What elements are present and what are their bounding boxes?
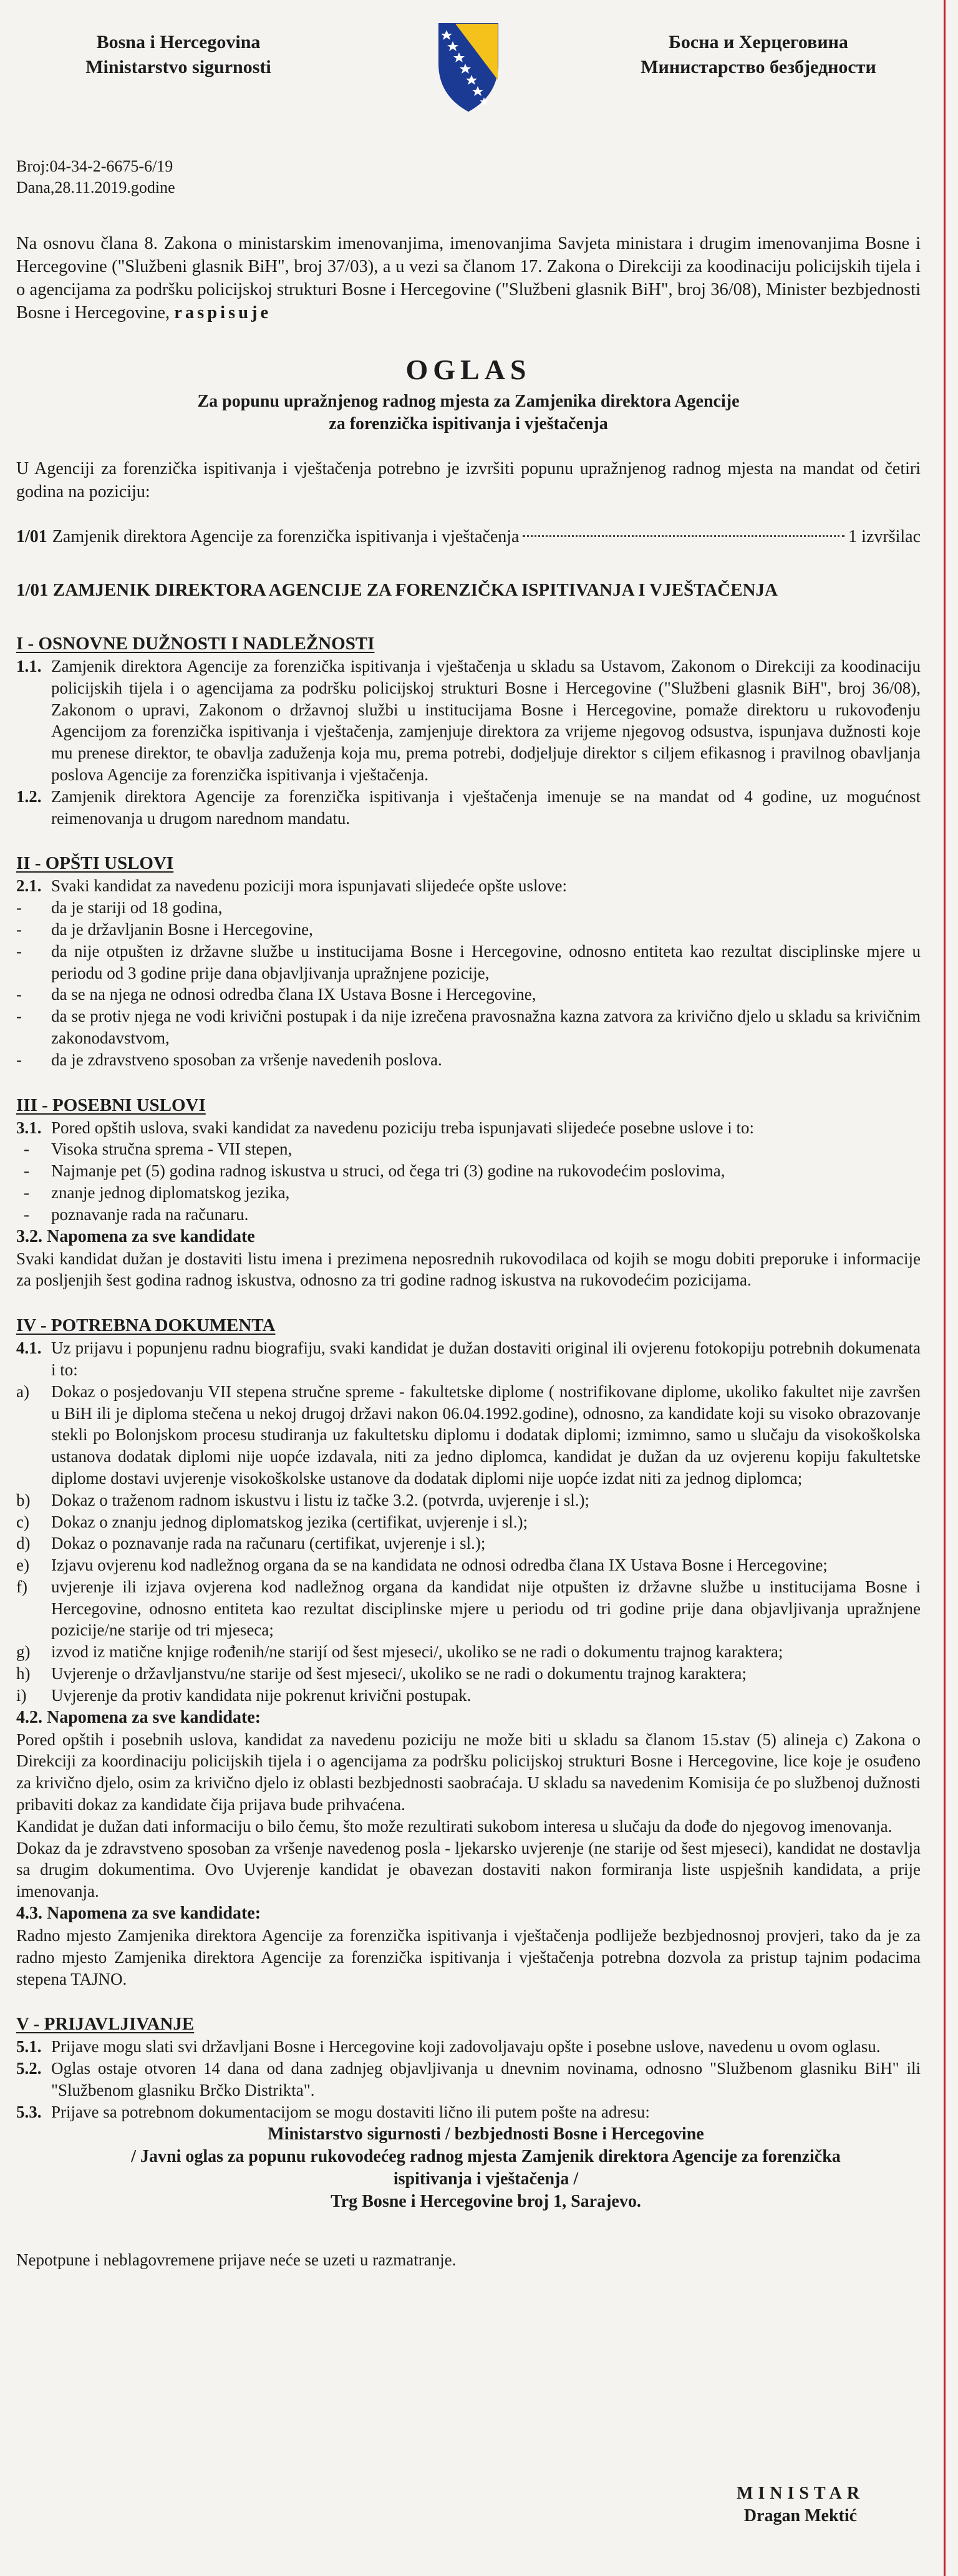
list-item-text: Dokaz o posjedovanju VII stepena stručne spreme - fakultetske diplome ( nostrifikovane diplome, ukoliko fakultet nije završen u BiH ili je diploma stečena u nekoj drugoj državi nakon 06.04.1992.godine), odnosno, za kandidate koji su visoko obrazovanje stekli po Bolonjskom procesu studiranja uz fakultetsku diplomu i dodatak diplomi; izmimno, samo u slučaju da visokoškolska ustanova dodatak diplomi nije uopće izdavala, niti za jedno diplomca, kandidat je dužan da uz ovjerenu kopiju fakultetske diplome dostavi uvjerenje visokoškolske ustanove da dodatak diplomi nije uopće izdat niti za jednog diplomca; [51,1382,921,1488]
section-5-item [16,2036,921,2058]
letterhead-cyrillic [596,25,921,80]
note-4-2-paragraph: Dokaz da je zdravstveno sposoban za vršenje navedenog posla - ljekarsko uvjerenje (ne starije od šest mjeseci), kandidat ne dostavlja sa drugim dokumentima. Ovo Uvjerenje kandidat je obavezan dostaviti nakon formiranja liste uspješnih kandidata, a prije imenovanja. [16,1838,921,1901]
address-line: / Javni oglas za popunu rukovodećeg radnog mjesta Zamjenik direktora Agencije za forenzička [131,2146,841,2166]
document-date: Dana,28.11.2019.godine [16,178,175,196]
position-name: Zamjenik direktora Agencije za forenzička ispitivanja i vještačenja [52,527,520,546]
list-item-text: Najmanje pet (5) godina radnog iskustva u struci, od čega tri (3) godine na rukovodećim poslovima, [51,1161,725,1181]
list-letter: f) [16,1577,27,1596]
position-count: 1 izvršilac [848,527,921,546]
item-number: 4.1. [16,1339,42,1358]
ministry-name-cyrillic: Министарство безбједности [641,57,876,77]
address-line: Ministarstvo sigurnosti / bezbjednosti Bosne i Hercegovine [268,2124,704,2144]
section-3-intro [16,1117,921,1139]
signature-block [737,2482,864,2527]
dash-bullet: - [24,1140,29,1159]
list-item-text: da se protiv njega ne vodi krivični postupak i da nije izrečena pravosnažna kazna zatvora za krivično djelo u skladu sa krivičnim zakonodavstvom, [51,1007,921,1047]
bih-coat-of-arms-icon [434,20,503,114]
list-item [16,1381,921,1489]
item-text: Pored opštih uslova, svaki kandidat za navedenu poziciju treba ispunjavati slijedeće posebne uslove i to: [51,1118,754,1137]
position-code: 1/01 [16,527,47,546]
list-letter: h) [16,1664,31,1683]
section-1-item [16,786,921,830]
list-letter: d) [16,1534,31,1553]
list-item-text: da je državljanin Bosne i Hercegovine, [51,919,313,939]
list-item [16,1554,921,1576]
list-letter: g) [16,1642,31,1662]
list-item-text: uvjerenje ili izjava ovjerena kod nadležnog organa da kandidat nije otpušten iz državne službe u institucijama Bosne i Hercegovine, odnosno entiteta kao rezultat disciplinske mjere u periodu od tri godine prije dana objavljivanja upražnjene pozicije/ne starije od tri mjeseca; [51,1577,921,1640]
section-5-item [16,2101,921,2123]
address-line: Trg Bosne i Hercegovine broj 1, Sarajevo. [331,2191,641,2211]
item-number: 3.1. [16,1118,42,1137]
list-item-text: Dokaz o poznavanje rada na računaru (certifikat, uvjerenje i sl.); [51,1534,486,1553]
dash-bullet: - [24,1183,29,1202]
item-text: Zamjenik direktora Agencije za forenzička ispitivanja i vještačenja u skladu sa Ustavom, Zakonom o Direkciji za koodinaciju policijskih tijela i o agencijama za podršku policijskoj strukturi Bosne i Hercegovine ("Službeni glasnik BiH", broj 36/08), Zakonom o upravi, Zakonom o državnoj službi u institucijama Bosne i Hercegovine, pomaže direktoru u rukovođenju Agencijom za forenzička ispitivanja i vještačenja, zamjenjuje direktora za vrijeme njegovog odsustva, ispunjava dužnosti koje mu prenese direktor, te obavlja zaduženja koja mu, prema potrebi, dodjeljuje direktor s ciljem efikasnog i pravilnog obavljanja poslova Agencije za forenzička ispitivanja i vještačenja. [51,657,921,784]
section-1-item [16,656,921,786]
reference-number: Broj:04-34-2-6675-6/19 [16,157,173,175]
signatory-name: Dragan Mektić [743,2506,858,2525]
dash-bullet: - [16,898,22,918]
list-item-text: izvod iz matične knjige rođenih/ne starijí od šest mjeseci/, ukoliko se ne radi o dokumentu trajnog karaktera; [51,1642,783,1662]
note-4-2-paragraph: Kandidat je dužan dati informaciju o bilo čemu, što može rezultirati sukobom interesa u slučaju da dođe do njegovog imenovanja. [16,1816,893,1836]
letterhead-latin [16,25,341,80]
list-item [16,1511,921,1533]
section-1-heading: I - OSNOVNE DUŽNOSTI I NADLEŽNOSTI [16,634,375,654]
closing-note: Nepotpune i neblagovremene prijave neće se uzeti u razmatranje. [16,2250,457,2269]
list-letter: c) [16,1512,29,1531]
item-number: 5.2. [16,2059,42,2078]
general-conditions-list [16,897,921,1070]
note-3-2-text: Svaki kandidat dužan je dostaviti listu imena i prezimena neposrednih rukovodilaca od kojih se mogu dobiti preporuke i informacije za posljenjih šest godina radnog iskustva, odnosno za tri godine radnog iskustva na rukovodećim pozicijama. [16,1249,921,1290]
list-item-text: znanje jednog diplomatskog jezika, [51,1183,290,1202]
item-number: 2.1. [16,876,42,896]
intro-verb: raspisuje [174,303,272,322]
item-text: Uz prijavu i popunjenu radnu biografiju, svaki kandidat je dužan dostaviti original ili ovjerenu fotokopiju potrebnih dokumenata i to: [51,1339,921,1379]
section-2-intro [16,875,921,897]
list-item [16,919,921,941]
signatory-role: MINISTAR [736,2484,864,2503]
item-text: Zamjenik direktora Agencije za forenzička ispitivanja i vještačenja imenuje se na mandat od 4 godine, uz mogućnost reimenovanja u drugom narednom mandatu. [51,787,921,828]
item-number: 5.3. [16,2102,42,2121]
list-item [16,1663,921,1685]
list-letter: a) [16,1382,29,1401]
list-item [16,941,921,984]
list-item-text: da je stariji od 18 godina, [51,898,223,918]
dash-bullet: - [16,985,22,1004]
document-title: OGLAS [405,354,531,385]
list-item [16,1182,921,1204]
list-item [16,1685,921,1707]
list-item-text: da je zdravstveno sposoban za vršenje navedenih poslova. [51,1050,442,1069]
list-item [16,1576,921,1641]
list-letter: i) [16,1685,27,1705]
note-4-2-heading: 4.2. Napomena za sve kandidate: [16,1707,261,1727]
list-letter: e) [16,1556,29,1575]
dot-leader [523,535,844,537]
item-text: Prijave mogu slati svi državljani Bosne i Hercegovine koji zadovoljavaju opšte i posebne uslove, navedenu u ovom oglasu. [51,2037,881,2056]
list-item-text: poznavanje rada na računaru. [51,1204,249,1224]
note-4-3-text: Radno mjesto Zamjenika direktora Agencije za forenzička ispitivanja i vještačenja podliježe bezbjednosnoj provjeri, tako da je za radno mjesto Zamjenika direktora Agencije za forenzička ispitivanja i vještačenja potrebna dozvola za pristup tajnim podacima stepena TAJNO. [16,1926,921,1988]
dash-bullet: - [16,1007,22,1026]
list-item-text: Dokaz o znanju jednog diplomatskog jezika (certifikat, uvjerenje i sl.); [51,1512,528,1531]
ministry-name-latin: Ministarstvo sigurnosti [85,57,271,77]
note-4-2-paragraph: Pored opštih i posebnih uslova, kandidat za navedenu poziciju ne može biti u skladu sa članom 15.stav (5) alineja c) Zakona o Direkciji za koordinaciju policijskih tijela i o agencijama za podršku policijskoj strukturi Bosne i Hercegovine, lice koje je osuđeno za krivično djelo, osim za krivično djelo iz oblasti bezbjednosti saobraćaja. U skladu sa navedenim Komisija će po službenoj dužnosti pribaviti dokaz za kandidate čija prijava bude prihvaćena. [16,1730,921,1814]
item-text: Oglas ostaje otvoren 14 dana od dana zadnjeg objavljivanja u dnevnim novinama, odnosno "Službenom glasniku BiH" ili "Službenom glasniku Brčko Distrikta". [51,2059,921,2100]
margin-line [944,0,946,2576]
list-item [16,1049,921,1071]
list-item [16,1138,921,1160]
list-item [16,1204,921,1226]
section-5-item [16,2058,921,2101]
section-4-heading: IV - POTREBNA DOKUMENTA [16,1315,276,1336]
item-text: Prijave sa potrebnom dokumentacijom se mogu dostaviti lično ili putem pošte na adresu: [51,2102,650,2121]
list-item [16,1160,921,1182]
list-item-text: Uvjerenje da protiv kandidata nije pokrenut krivični postupak. [51,1685,472,1705]
note-4-3-heading: 4.3. Napomena za sve kandidate: [16,1904,261,1924]
documents-list [16,1381,921,1707]
subtitle-line-2: za forenzička ispitivanja i vještačenja [329,414,608,433]
mailing-address [16,2123,921,2213]
item-number: 1.2. [16,787,42,806]
item-number: 1.1. [16,657,42,675]
list-item-text: Uvjerenje o državljanstvu/ne starije od šest mjeseci/, ukoliko se ne radi o dokumentu trajnog karaktera; [51,1664,747,1683]
section-3-heading: III - POSEBNI USLOVI [16,1095,206,1115]
dash-bullet: - [16,919,22,939]
subtitle-line-1: Za popunu upražnjenog radnog mjesta za Zamjenika direktora Agencije [197,392,740,411]
note-3-2-heading: 3.2. Napomena za sve kandidate [16,1226,255,1246]
position-line [16,526,921,548]
special-conditions-list [16,1138,921,1225]
list-item [16,1005,921,1049]
country-name-latin: Bosna i Hercegovina [96,32,261,52]
dash-bullet: - [16,1050,22,1069]
list-item-text: Visoka stručna sprema - VII stepen, [51,1140,293,1159]
dash-bullet: - [24,1204,29,1224]
list-item [16,1641,921,1663]
country-name-cyrillic: Босна и Херцеговина [669,32,848,52]
list-letter: b) [16,1490,31,1509]
dash-bullet: - [24,1161,29,1181]
intro-text: Na osnovu člana 8. Zakona o ministarskim imenovanjima, imenovanjima Savjeta ministara i drugim imenovanjima Bosne i Hercegovine ("Službeni glasnik BiH", broj 37/03), a u vezi sa članom 17. Zakona o Direkciji za koodinaciju policijskih tijela i o agencijama za podršku policijskoj strukturi Bosne i Hercegovine ("Službeni glasnik BiH", broj 36/08), Minister bezbjednosti Bosne i Hercegovine, [16,234,921,322]
list-item [16,1489,921,1511]
section-2-heading: II - OPŠTI USLOVI [16,853,174,874]
list-item-text: Dokaz o traženom radnom iskustvu i listu iz tačke 3.2. (potvrda, uvjerenje i sl.); [51,1490,590,1509]
list-item-text: da se na njega ne odnosi odredba člana IX Ustava Bosne i Hercegovine, [51,985,536,1004]
list-item [16,984,921,1005]
section-4-intro [16,1337,921,1381]
list-item [16,897,921,919]
position-heading: 1/01 ZAMJENIK DIREKTORA AGENCIJE ZA FORENZIČKA ISPITIVANJA I VJEŠTAČENJA [16,580,778,600]
list-item [16,1533,921,1554]
letterhead [16,25,921,131]
address-line: ispitivanja i vještačenja / [393,2169,579,2189]
dash-bullet: - [16,941,22,961]
list-item-text: Izjavu ovjerenu kod nadležnog organa da se na kandidata ne odnosi odredba člana IX Ustava Bosne i Hercegovine; [51,1556,828,1575]
document-subtitle [16,390,921,435]
lead-paragraph: U Agenciji za forenzička ispitivanja i vještačenja potrebno je izvršiti popunu upražnjenog radnog mjesta na mandat od četiri godina na poziciju: [16,459,921,501]
document-meta [16,156,921,198]
list-item-text: da nije otpušten iz državne službe u institucijama Bosne i Hercegovine, odnosno entiteta kao rezultat disciplinske mjere u periodu od 3 godine prije dana objavljivanja upražnjene pozicije, [51,941,921,982]
item-text: Svaki kandidat za navedenu poziciji mora ispunjavati slijedeće opšte uslove: [51,876,568,896]
intro-paragraph [16,232,921,324]
section-5-heading: V - PRIJAVLJIVANJE [16,2014,195,2035]
item-number: 5.1. [16,2037,42,2056]
